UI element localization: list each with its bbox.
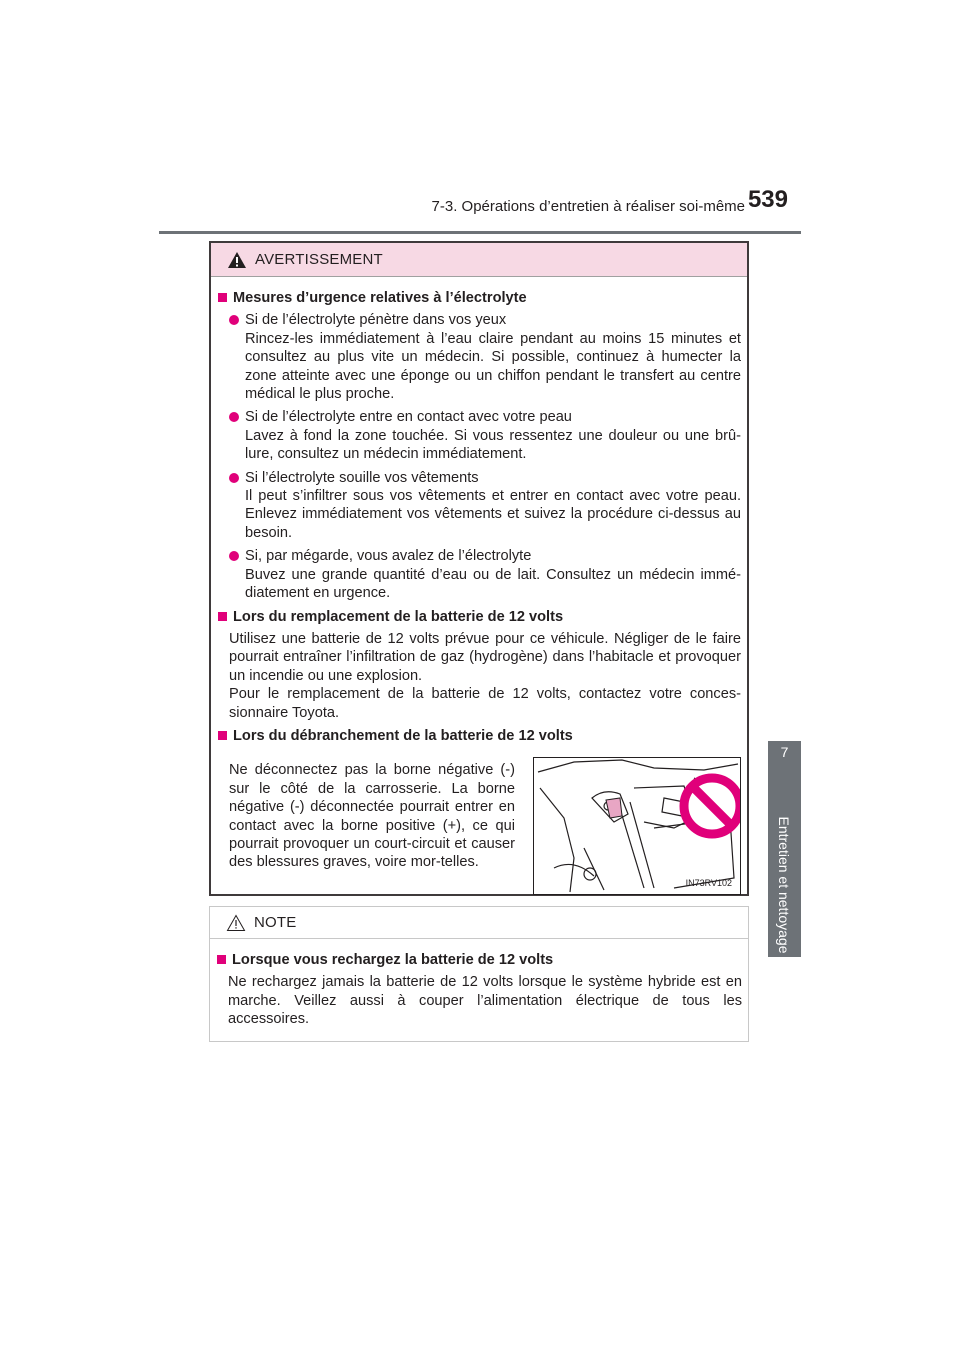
- list-item: [216, 311, 741, 403]
- section-heading-electrolyte: [216, 289, 741, 307]
- note-content: [210, 939, 748, 1029]
- note-title: NOTE: [254, 914, 297, 931]
- bullet-title: Si l’électrolyte souille vos vêtements: [245, 469, 479, 486]
- battery-terminal-illustration: [533, 757, 741, 895]
- bullet-text: Rincez-les immédiatement à l’eau claire pendant au moins 15 minutes et consultez au plus vite un médecin. Si possible, continuez à humecter la zone atteinte avec une éponge ou un chiffon pendant le transfert au centre médical le plus proche.: [245, 330, 741, 403]
- chapter-tab-label: Entretien et nettoyage: [776, 816, 792, 954]
- bullet-text: Il peut s’infiltrer sous vos vêtements et entrer en contact avec votre peau. Enlevez immédiatement vos vêtements et suivez la procédure ci-dessus au besoin.: [245, 488, 741, 541]
- disconnect-text: Ne déconnectez pas la borne négative (-) sur le côté de la carrosserie. La borne négative (-) déconnectée pourrait entrer en contact avec la borne positive (+), ce qui pourrait provoquer un court-circuit et causer des blessures graves, voire mor-telles.: [229, 762, 515, 871]
- warning-box: [209, 241, 749, 896]
- section-heading-recharge: [215, 951, 742, 969]
- bullet-text: Lavez à fond la zone touchée. Si vous ressentez une douleur ou une brû-lure, consultez un médecin immédiatement.: [245, 427, 741, 463]
- square-bullet-icon: [218, 612, 227, 621]
- bullet-title: Si de l’électrolyte pénètre dans vos yeux: [245, 312, 507, 329]
- caution-triangle-icon: [226, 914, 246, 932]
- round-bullet-icon: [229, 551, 239, 561]
- bullet-text: Buvez une grande quantité d’eau ou de lait. Consultez un médecin immé-diatement en urgence.: [245, 566, 741, 602]
- figure-code: IN73RV102: [685, 877, 732, 888]
- warning-triangle-icon: [227, 251, 247, 269]
- list-item: [216, 469, 741, 543]
- chapter-tab-number: 7: [780, 744, 789, 760]
- figure-row: [216, 757, 741, 895]
- warning-content: [211, 277, 747, 895]
- paragraph: Pour le remplacement de la batterie de 12 volts, contactez votre conces-sionnaire Toyota.: [229, 686, 741, 721]
- square-bullet-icon: [218, 293, 227, 302]
- section-heading-disconnect: [216, 727, 741, 745]
- paragraph: Utilisez une batterie de 12 volts prévue pour ce véhicule. Négliger de le faire pourrait entraîner l’infiltration de gaz (hydrogène) dans l’habitacle et provoquer un incendie ou une explosion.: [229, 630, 741, 684]
- warning-header: [211, 243, 747, 277]
- bullet-title: Si de l’électrolyte entre en contact avec votre peau: [245, 409, 572, 426]
- warning-title: AVERTISSEMENT: [255, 251, 383, 268]
- section-heading-text: Mesures d’urgence relatives à l’électrolyte: [233, 290, 527, 306]
- section-heading-text: Lors du débranchement de la batterie de 12 volts: [233, 727, 573, 744]
- section-body: [216, 630, 741, 722]
- page-number: 539: [747, 186, 788, 213]
- section-heading-replacement: [216, 608, 741, 626]
- section-heading-text: Lorsque vous rechargez la batterie de 12 volts: [232, 952, 554, 968]
- bullet-title: Si, par mégarde, vous avalez de l’électrolyte: [245, 548, 532, 565]
- square-bullet-icon: [218, 731, 227, 740]
- square-bullet-icon: [217, 955, 226, 964]
- note-header: [210, 907, 748, 939]
- section-heading-text: Lors du remplacement de la batterie de 12 volts: [233, 608, 564, 625]
- note-box: [209, 906, 749, 1042]
- page-section-title: 7-3. Opérations d’entretien à réaliser soi-même: [431, 198, 745, 215]
- header-rule: [159, 231, 801, 234]
- note-text: Ne rechargez jamais la batterie de 12 volts lorsque le système hybride est en marche. Veillez aussi à couper l’alimentation électrique de tous les accessoires.: [228, 974, 742, 1028]
- list-item: [216, 547, 741, 602]
- list-item: [216, 408, 741, 463]
- round-bullet-icon: [229, 412, 239, 422]
- round-bullet-icon: [229, 315, 239, 325]
- round-bullet-icon: [229, 473, 239, 483]
